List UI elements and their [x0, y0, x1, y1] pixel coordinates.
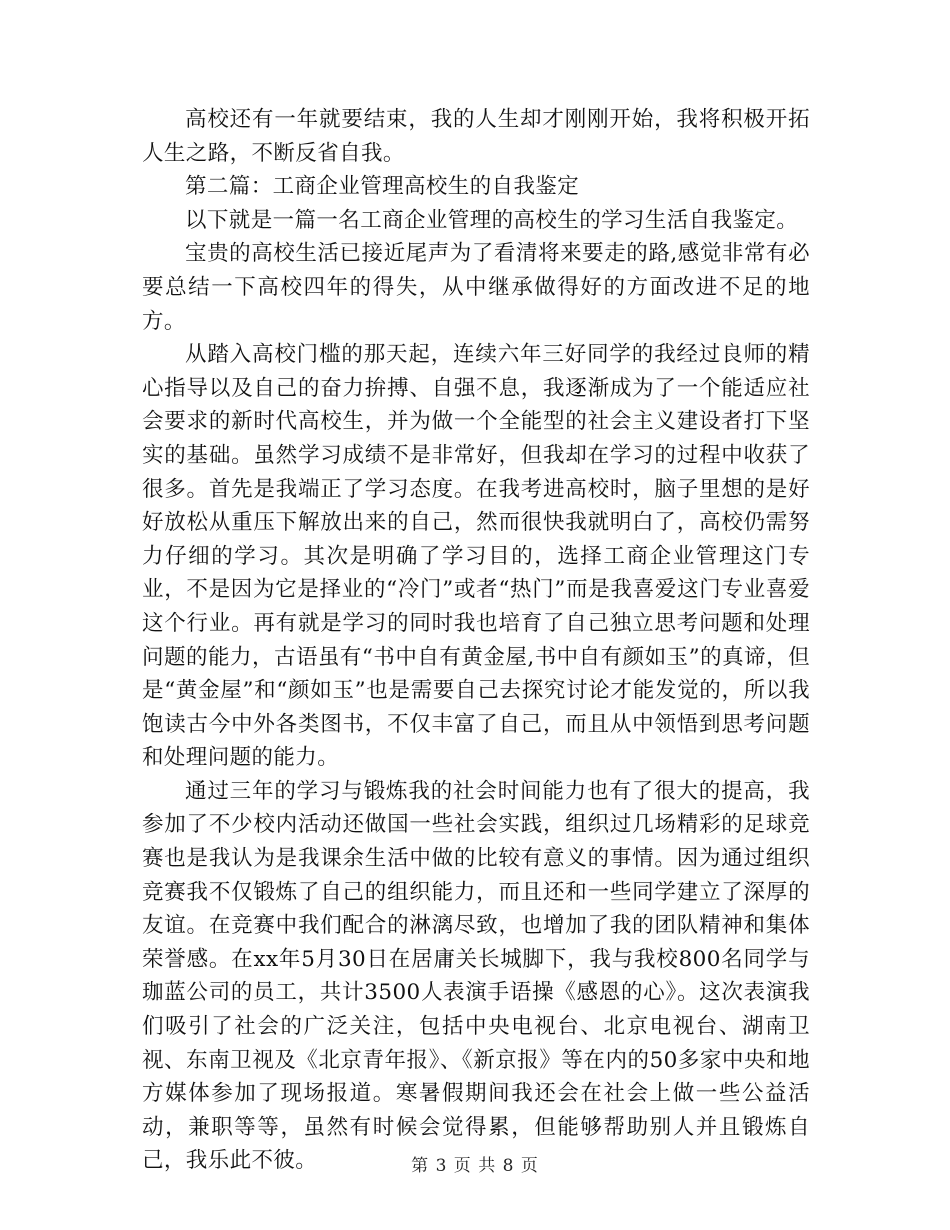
- paragraph-activities: 通过三年的学习与锻炼我的社会时间能力也有了很大的提高，我参加了不少校内活动还做国一些社会实践，组织过几场精彩的足球竞赛也是我认为是我课余生活中做的比较有意义的事情。因为通过组织竞赛我不仅锻炼了自己的组织能力，而且还和一些同学建立了深厚的友谊。在竞赛中我们配合的淋漓尽致，也增加了我的团队精神和集体荣誉感。在xx年5月30日在居庸关长城脚下，我与我校800名同学与珈蓝公司的员工，共计3500人表演手语操《感恩的心》。这次表演我们吸引了社会的广泛关注，包括中央电视台、北京电视台、湖南卫视、东南卫视及《北京青年报》、《新京报》等在内的50多家中央和地方媒体参加了现场报道。寒暑假期间我还会在社会上做一些公益活动，兼职等等，虽然有时候会觉得累，但能够帮助别人并且锻炼自己，我乐此不彼。: [142, 778, 810, 1174]
- section-heading: 第二篇：工商企业管理高校生的自我鉴定: [185, 174, 580, 200]
- page-number: 第 3 页 共 8 页: [411, 1156, 539, 1176]
- document-body: [142, 103, 810, 1178]
- page-footer: [0, 1151, 950, 1176]
- paragraph-closing: 高校还有一年就要结束，我的人生却才刚刚开始，我将积极开拓人生之路，不断反省自我。: [142, 107, 810, 166]
- paragraph-study: 从踏入高校门槛的那天起，连续六年三好同学的我经过良师的精心指导以及自己的奋力拚搏、自强不息，我逐渐成为了一个能适应社会要求的新时代高校生，并为做一个全能型的社会主义建设者打下坚实的基础。虽然学习成绩不是非常好，但我却在学习的过程中收获了很多。首先是我端正了学习态度。在我考进高校时，脑子里想的是好好放松从重压下解放出来的自己，然而很快我就明白了，高校仍需努力仔细的学习。其次是明确了学习目的，选择工商企业管理这门专业，不是因为它是择业的“冷门”或者“热门”而是我喜爱这门专业喜爱这个行业。再有就是学习的同时我也培育了自己独立思考问题和处理问题的能力，古语虽有“书中自有黄金屋,书中自有颜如玉”的真谛，但是“黄金屋”和“颜如玉”也是需要自己去探究讨论才能发觉的，所以我饱读古今中外各类图书，不仅丰富了自己，而且从中领悟到思考问题和处理问题的能力。: [142, 342, 810, 771]
- paragraph-intro: 以下就是一篇一名工商企业管理的高校生的学习生活自我鉴定。: [185, 207, 799, 233]
- paragraph-summary: 宝贵的高校生活已接近尾声为了看清将来要走的路,感觉非常有必要总结一下高校四年的得失，从中继承做得好的方面改进不足的地方。: [142, 241, 810, 334]
